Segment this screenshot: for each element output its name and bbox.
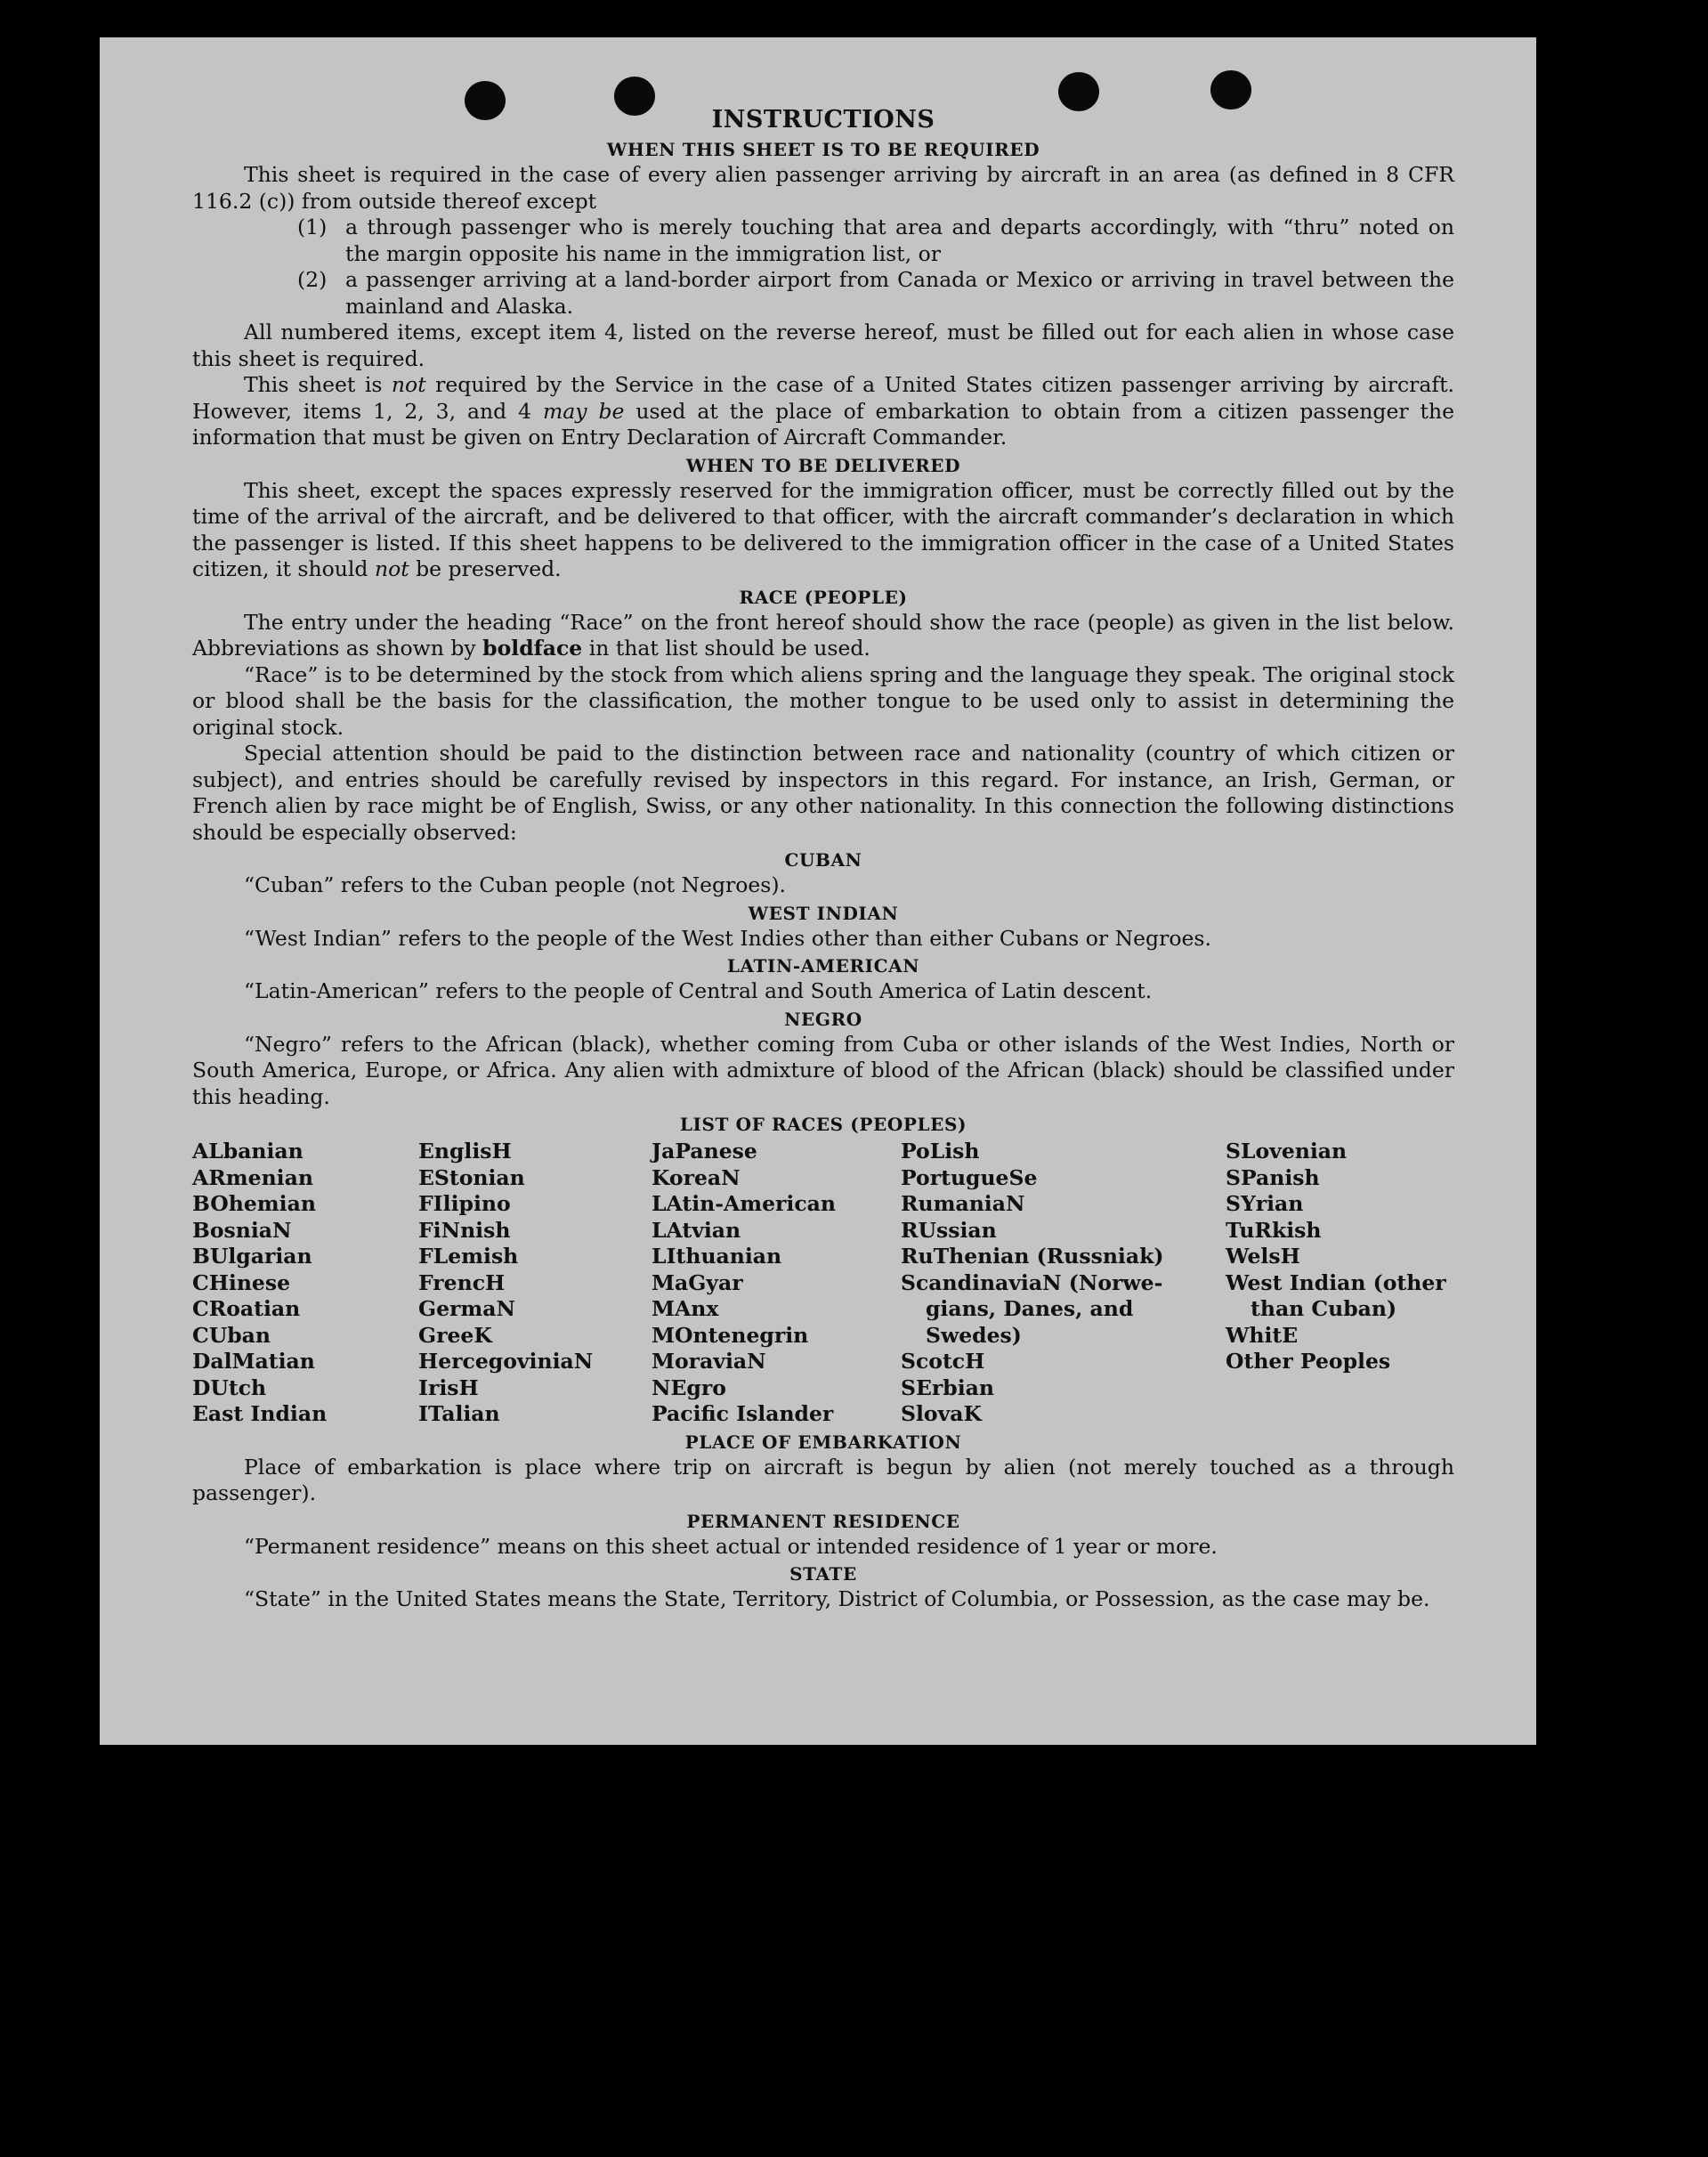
- race-entry: RuThenian (Russniak): [901, 1244, 1164, 1269]
- race-column: [652, 1139, 901, 1428]
- text-run-italic: may be: [542, 398, 625, 424]
- race-entry: gians, Danes, and: [926, 1296, 1134, 1321]
- paragraph: All numbered items, except item 4, listed on the reverse hereof, must be filled out for each alien in whose case this sheet is required.: [192, 320, 1454, 371]
- race-entry: IrisH: [418, 1374, 479, 1400]
- race-entry: SYrian: [1226, 1191, 1304, 1216]
- race-entry: MoraviaN: [652, 1349, 766, 1374]
- race-entry: SLovenian: [1226, 1139, 1348, 1164]
- section-heading: CUBAN: [784, 849, 862, 871]
- race-entry: MOntenegrin: [652, 1322, 809, 1348]
- race-entry: EnglisH: [418, 1139, 512, 1164]
- race-entry: EStonian: [418, 1164, 525, 1190]
- race-entry: Pacific Islander: [652, 1401, 834, 1426]
- text-run: This sheet, except the spaces expressly reserved for the immigration officer, must be correctly filled out by the time of the arrival of the aircraft, and be delivered to that officer, with the aircraft commander’s declaration in which the passenger is listed. If this sheet happens to be delivered to the immigration officer in the case of a United States citizen, it should: [192, 477, 1454, 581]
- paragraph: [192, 610, 1454, 662]
- race-entry: LAtin-American: [652, 1191, 836, 1216]
- race-entry: PortugueSe: [901, 1164, 1038, 1190]
- race-entry: PoLish: [901, 1139, 980, 1164]
- race-entry: West Indian (other: [1226, 1269, 1446, 1295]
- section-heading: PERMANENT RESIDENCE: [686, 1510, 960, 1532]
- race-list: [192, 1139, 1454, 1428]
- race-entry: FIlipino: [418, 1191, 511, 1216]
- race-entry: RumaniaN: [901, 1191, 1025, 1216]
- race-entry: DUtch: [192, 1374, 267, 1400]
- paragraph: Special attention should be paid to the distinction between race and nationality (country of which citizen or subject), and entries should be carefully revised by inspectors in this regard. For instance, an Irish, German, or French alien by race might be of English, Swiss, or any other nationality. In this connection the following distinctions should be especially observed:: [192, 741, 1454, 845]
- race-entry: MaGyar: [652, 1269, 743, 1295]
- race-entry: TuRkish: [1226, 1217, 1322, 1243]
- race-entry: LIthuanian: [652, 1244, 782, 1269]
- section-heading: NEGRO: [784, 1008, 862, 1030]
- race-entry: RUssian: [901, 1217, 997, 1243]
- paragraph: “West Indian” refers to the people of the West Indies other than either Cubans or Negroes.: [244, 925, 1211, 951]
- section-heading: PLACE OF EMBARKATION: [684, 1431, 962, 1453]
- section-heading: WHEN THIS SHEET IS TO BE REQUIRED: [606, 139, 1040, 160]
- race-entry: DalMatian: [192, 1349, 315, 1374]
- list-item: [192, 267, 1454, 320]
- text-run: be preserved.: [409, 556, 562, 581]
- paragraph: “Negro” refers to the African (black), whether coming from Cuba or other islands of the West Indies, North or South America, Europe, or Africa. Any alien with admixture of blood of the African (black) should be classified under this heading.: [192, 1031, 1454, 1109]
- race-entry: GermaN: [418, 1296, 515, 1321]
- race-entry: East Indian: [192, 1401, 328, 1426]
- section-heading: LIST OF RACES (PEOPLES): [679, 1114, 967, 1135]
- text-run-italic: not: [374, 556, 409, 581]
- item-text: a passenger arriving at a land-border airport from Canada or Mexico or arriving in travel between the mainland and Alaska.: [345, 267, 1454, 319]
- race-column: [1226, 1139, 1454, 1428]
- race-entry: BOhemian: [192, 1191, 316, 1216]
- race-entry: SErbian: [901, 1374, 994, 1400]
- race-entry: MAnx: [652, 1296, 719, 1321]
- race-entry: ARmenian: [192, 1164, 313, 1190]
- paragraph: [192, 372, 1454, 451]
- punch-hole: [1210, 70, 1251, 109]
- paragraph: [192, 478, 1454, 583]
- race-entry: BosniaN: [192, 1217, 292, 1243]
- item-text: a through passenger who is merely touching that area and departs accordingly, with “thru” noted on the margin opposite his name in the immigration list, or: [345, 215, 1454, 266]
- race-column: [901, 1139, 1226, 1428]
- race-entry: CRoatian: [192, 1296, 301, 1321]
- page-title: INSTRUCTIONS: [711, 106, 935, 134]
- paragraph: “Cuban” refers to the Cuban people (not Negroes).: [244, 872, 787, 897]
- paragraph: “Race” is to be determined by the stock from which aliens spring and the language they speak. The original stock or blood shall be the basis for the classification, the mother tongue to be used only to assist in determining the original stock.: [192, 661, 1454, 740]
- race-entry: ALbanian: [192, 1139, 304, 1164]
- race-column: [192, 1139, 418, 1428]
- document-page: [100, 37, 1536, 1745]
- race-entry: HercegoviniaN: [418, 1349, 594, 1374]
- instructions-text: [192, 105, 1454, 1613]
- section-heading: STATE: [789, 1563, 857, 1585]
- race-entry: Other Peoples: [1226, 1349, 1391, 1374]
- race-column: [418, 1139, 652, 1428]
- paragraph: This sheet is required in the case of every alien passenger arriving by aircraft in an area (as defined in 8 CFR 116.2 (c)) from outside thereof except: [192, 162, 1454, 214]
- race-entry: KoreaN: [652, 1164, 741, 1190]
- race-entry: FLemish: [418, 1244, 519, 1269]
- race-entry: ScotcH: [901, 1349, 985, 1374]
- item-number: (2): [297, 267, 328, 292]
- race-entry: Swedes): [926, 1322, 1022, 1348]
- race-entry: SPanish: [1226, 1164, 1320, 1190]
- race-entry: CUban: [192, 1322, 271, 1348]
- item-number: (1): [297, 215, 328, 239]
- paragraph: “State” in the United States means the State, Territory, District of Columbia, or Possession, as the case may be.: [244, 1586, 1430, 1611]
- list-item: [192, 215, 1454, 267]
- text-run: in that list should be used.: [582, 636, 870, 661]
- section-heading: WEST INDIAN: [748, 902, 899, 924]
- race-entry: SlovaK: [901, 1401, 982, 1426]
- paragraph: Place of embarkation is place where trip on aircraft is begun by alien (not merely touched as a through passenger).: [192, 1454, 1454, 1505]
- race-entry: NEgro: [652, 1374, 726, 1400]
- section-heading: WHEN TO BE DELIVERED: [685, 454, 961, 476]
- text-run: The entry under the heading “Race” on the front hereof should show the race (people) as given in the list below. Abbreviations as shown by: [192, 609, 1454, 661]
- race-entry: ScandinaviaN (Norwe-: [901, 1269, 1163, 1295]
- text-run-bold: boldface: [482, 636, 583, 661]
- section-heading: RACE (PEOPLE): [739, 586, 908, 608]
- text-run: used at the place of embarkation to obtain from a citizen passenger the information that must be given on Entry Declaration of Aircraft Commander.: [192, 398, 1455, 450]
- race-entry: WhitE: [1226, 1322, 1299, 1348]
- race-entry: JaPanese: [652, 1139, 757, 1164]
- race-entry: FiNnish: [418, 1217, 511, 1243]
- race-entry: GreeK: [418, 1322, 492, 1348]
- race-entry: BUlgarian: [192, 1244, 312, 1269]
- race-entry: than Cuban): [1251, 1296, 1397, 1321]
- text-run: required by the Service in the case of a United States citizen passenger arriving by aircraft. However, items 1, 2, 3, and 4: [192, 372, 1454, 424]
- race-entry: FrencH: [418, 1269, 506, 1295]
- section-heading: LATIN-AMERICAN: [726, 955, 920, 977]
- text-run-italic: not: [391, 372, 426, 397]
- race-entry: CHinese: [192, 1269, 291, 1295]
- race-entry: LAtvian: [652, 1217, 741, 1243]
- race-entry: WelsH: [1226, 1244, 1300, 1269]
- paragraph: “Permanent residence” means on this sheet actual or intended residence of 1 year or more.: [244, 1533, 1218, 1559]
- paragraph: “Latin-American” refers to the people of Central and South America of Latin descent.: [244, 978, 1153, 1003]
- text-run: This sheet is: [244, 372, 392, 397]
- race-entry: ITalian: [418, 1401, 500, 1426]
